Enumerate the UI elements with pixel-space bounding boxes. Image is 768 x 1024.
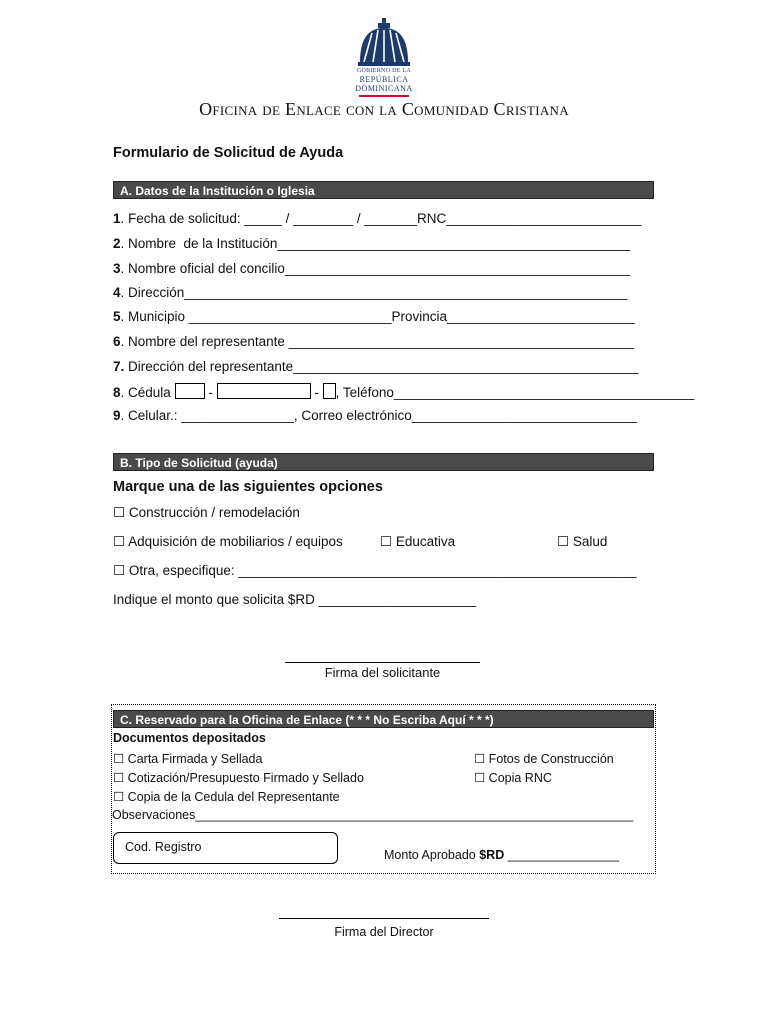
- field-text: Dirección del representante______________________________________________: [124, 359, 639, 374]
- field-fecha-rnc[interactable]: [113, 211, 641, 226]
- logo-accent-bar: [359, 95, 409, 97]
- field-nombre-representante[interactable]: [113, 334, 634, 349]
- field-text: . Fecha de solicitud: _____ / ________ / _______RNC__________________________: [120, 211, 642, 226]
- dome-emblem-icon: [356, 18, 412, 68]
- field-text: . Nombre del representante ______________________________________________: [120, 334, 634, 349]
- cedula-label: . Cédula: [120, 385, 171, 400]
- cedula-dash-1: -: [204, 385, 217, 400]
- checkbox-salud[interactable]: ☐ Salud: [557, 534, 608, 549]
- field-municipio-provincia[interactable]: [113, 309, 635, 324]
- cedula-dash-2: -: [310, 385, 323, 400]
- office-title: Oficina de Enlace con la Comunidad Cristiana: [199, 99, 569, 119]
- applicant-signature-label: Firma del solicitante: [324, 665, 441, 680]
- monto-aprobado-line: ________________: [504, 848, 619, 862]
- field-number: 9: [113, 408, 121, 423]
- director-signature-line[interactable]: [279, 918, 489, 919]
- form-title: Formulario de Solicitud de Ayuda: [113, 145, 344, 161]
- field-text: . Celular.: _______________, Correo electrónico______________________________: [120, 408, 637, 423]
- cod-registro-label: Cod. Registro: [125, 840, 202, 854]
- field-number: 1: [113, 211, 121, 226]
- field-nombre-institucion[interactable]: [113, 236, 630, 251]
- field-number: 6: [113, 334, 121, 349]
- director-signature-label: Firma del Director: [334, 925, 434, 939]
- checkbox-construccion[interactable]: ☐ Construcción / remodelación: [113, 505, 300, 520]
- cedula-box-1[interactable]: [175, 383, 205, 399]
- observaciones-field[interactable]: Observaciones_______________________________________________________________: [112, 808, 634, 822]
- section-b-header: B. Tipo de Solicitud (ayuda): [113, 453, 654, 471]
- field-number: 3: [113, 261, 121, 276]
- field-cedula-telefono[interactable]: [113, 383, 694, 400]
- logo-line-2: REPÚBLICA DOMINICANA: [355, 75, 413, 93]
- field-nombre-concilio[interactable]: [113, 261, 630, 276]
- options-instruction: Marque una de las siguientes opciones: [113, 479, 383, 495]
- cod-registro-box[interactable]: [113, 832, 338, 864]
- checkbox-mobiliarios[interactable]: ☐ Adquisición de mobiliarios / equipos: [113, 534, 343, 549]
- field-direccion-representante[interactable]: [113, 359, 638, 374]
- government-logo: [340, 18, 428, 98]
- field-number: 4: [113, 285, 121, 300]
- applicant-signature-line[interactable]: [285, 662, 480, 663]
- doc-copia-rnc[interactable]: ☐ Copia RNC: [474, 771, 552, 785]
- doc-copia-cedula[interactable]: ☐ Copia de la Cedula del Representante: [113, 790, 340, 804]
- field-text: . Dirección___________________________________________________________: [120, 285, 628, 300]
- doc-cotizacion[interactable]: ☐ Cotización/Presupuesto Firmado y Sellado: [113, 771, 364, 785]
- checkbox-educativa[interactable]: ☐ Educativa: [380, 534, 456, 549]
- monto-currency: $RD: [479, 848, 505, 862]
- docs-title: Documentos depositados: [113, 731, 266, 745]
- field-number: 2: [113, 236, 121, 251]
- monto-aprobado-label: Monto Aprobado: [384, 848, 480, 862]
- field-text: . Nombre oficial del concilio______________________________________________: [120, 261, 631, 276]
- field-direccion[interactable]: [113, 285, 627, 300]
- telefono-label: , Teléfono________________________________________: [335, 385, 695, 400]
- logo-line-1: GOBIERNO DE LA: [356, 68, 412, 74]
- field-number: 5: [113, 309, 121, 324]
- doc-carta-firmada[interactable]: ☐ Carta Firmada y Sellada: [113, 752, 263, 766]
- field-number: 8: [113, 385, 121, 400]
- field-text: . Nombre de la Institución_______________________________________________: [120, 236, 631, 251]
- field-number: 7.: [113, 359, 125, 374]
- section-a-header: A. Datos de la Institución o Iglesia: [113, 181, 654, 199]
- doc-fotos-construccion[interactable]: ☐ Fotos de Construcción: [474, 752, 614, 766]
- cedula-box-2[interactable]: [217, 383, 311, 399]
- field-text: . Municipio ___________________________Provincia_________________________: [120, 309, 635, 324]
- field-celular-correo[interactable]: [113, 408, 637, 423]
- monto-solicitado-field[interactable]: Indique el monto que solicita $RD _____________________: [113, 592, 477, 607]
- monto-aprobado-field[interactable]: [384, 848, 619, 862]
- section-c-header: C. Reservado para la Oficina de Enlace (* * * No Escriba Aquí * * *): [113, 710, 654, 728]
- checkbox-otra[interactable]: ☐ Otra, especifique: _____________________________________________________: [113, 563, 637, 578]
- cedula-box-3[interactable]: [323, 383, 336, 399]
